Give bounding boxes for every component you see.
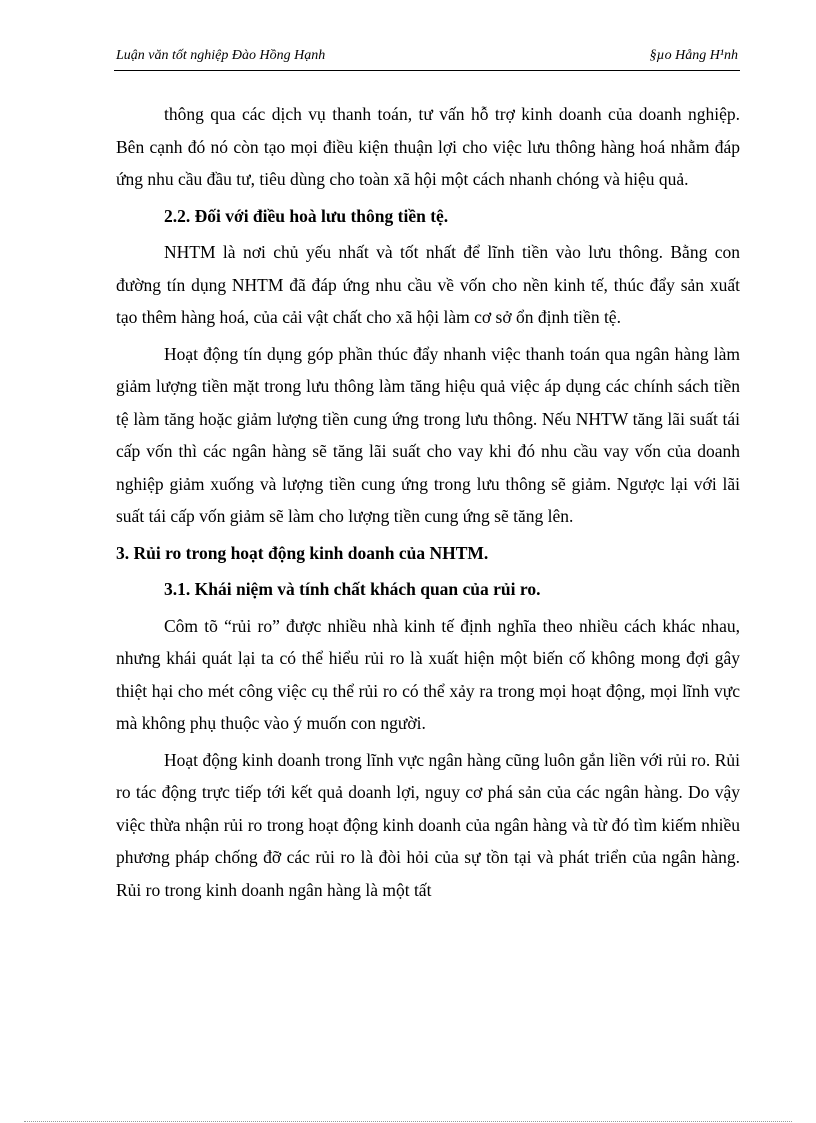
page-header bbox=[114, 46, 740, 71]
header-title-left: Luận văn tốt nghiệp Đào Hồng Hạnh bbox=[116, 48, 326, 63]
heading-3-1: 3.1. Khái niệm và tính chất khách quan của rủi ro. bbox=[164, 579, 541, 599]
paragraph-1: thông qua các dịch vụ thanh toán, tư vấn hỗ trợ kinh doanh của doanh nghiệp. Bên cạnh đó nó còn tạo mọi điều kiện thuận lợi cho việc lưu thông hàng hoá nhằm đáp ứng nhu cầu đầu tư, tiêu dùng cho toàn xã hội một cách nhanh chóng và hiệu quả. bbox=[116, 104, 740, 189]
paragraph-2: NHTM là nơi chủ yếu nhất và tốt nhất để lĩnh tiền vào lưu thông. Bằng con đường tín dụng NHTM đã đáp ứng nhu cầu về vốn cho nền kinh tế, thúc đẩy sản xuất tạo thêm hàng hoá, của cải vật chất cho xã hội làm cơ sở ổn định tiền tệ. bbox=[116, 242, 740, 327]
paragraph-3: Hoạt động tín dụng góp phần thúc đẩy nhanh việc thanh toán qua ngân hàng làm giảm lượng tiền mặt trong lưu thông làm tăng hiệu quả việc áp dụng các chính sách tiền tệ làm tăng hoặc giảm lượng tiền cung ứng trong lưu thông. Nếu NHTW tăng lãi suất tái cấp vốn thì các ngân hàng sẽ tăng lãi suất cho vay khi đó nhu cầu vay vốn của doanh nghiệp giảm xuống và lượng tiền cung ứng trong lưu thông sẽ giảm. Ngược lại với lãi suất tái cấp vốn giảm sẽ làm cho lượng tiền cung ứng sẽ tăng lên. bbox=[116, 343, 740, 526]
heading-2-2: 2.2. Đối với điều hoà lưu thông tiền tệ. bbox=[164, 205, 449, 226]
document-body bbox=[116, 98, 740, 906]
paragraph-5: Hoạt động kinh doanh trong lĩnh vực ngân hàng cũng luôn gắn liền với rủi ro. Rủi ro tác động trực tiếp tới kết quả doanh lợi, nguy cơ phá sản của các ngân hàng. Do vậy việc thừa nhận rủi ro trong hoạt động kinh doanh của ngân hàng và từ đó tìm kiếm nhiều phương pháp chống đỡ các rủi ro là đòi hỏi của sự tồn tại và phát triển của ngân hàng. Rủi ro trong kinh doanh ngân hàng là một tất bbox=[116, 749, 740, 900]
page-bottom-rule bbox=[24, 1121, 792, 1122]
header-title-right: §µo Hång H¹nh bbox=[649, 48, 738, 63]
heading-3: 3. Rủi ro trong hoạt động kinh doanh của NHTM. bbox=[116, 542, 489, 563]
paragraph-4: Côm tõ “rủi ro” được nhiều nhà kinh tế định nghĩa theo nhiều cách khác nhau, nhưng khái quát lại ta có thể hiểu rủi ro là xuất hiện một biến cố không mong đợi gây thiệt hại cho mét công việc cụ thể rủi ro có thể xảy ra trong mọi hoạt động, mọi lĩnh vực mà không phụ thuộc vào ý muốn con người. bbox=[116, 615, 740, 733]
